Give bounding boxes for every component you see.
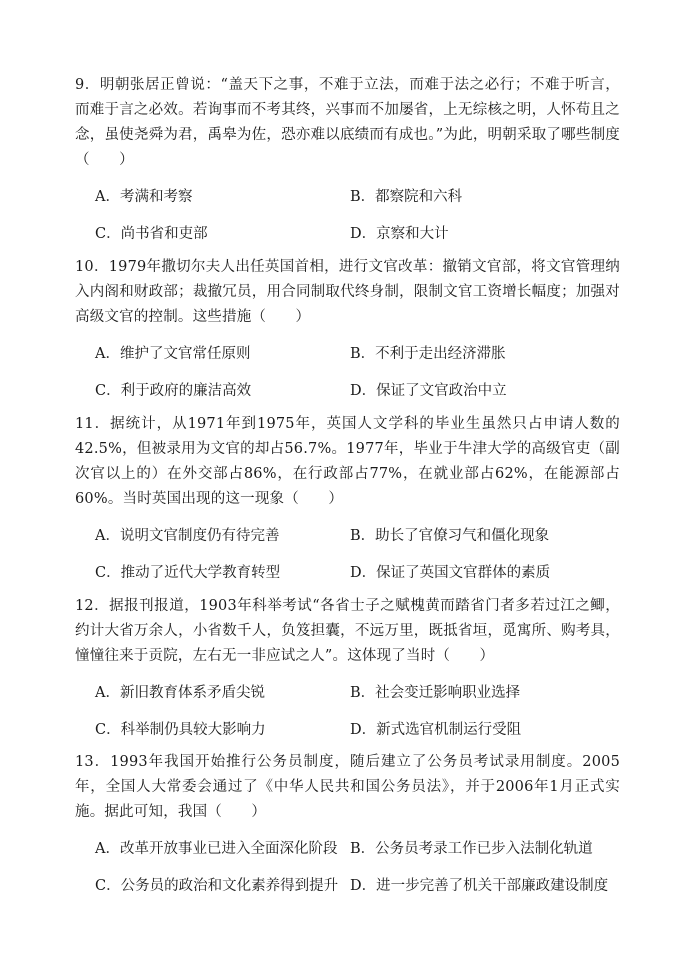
question-stem: 11．据统计，从1971年到1975年，英国人文学科的毕业生虽然只占申请人数的42.5%，但被录用为文官的却占56.7%。1977年，毕业于牛津大学的高级官吏（副次官以上的）在外交部占86%，在行政部占77%，在就业部占62%，在能源部占60%。当时英国出现的这一现象（ ）	[75, 416, 620, 507]
option-a[interactable]: A．新旧教育体系矛盾尖锐	[95, 685, 265, 701]
option-d[interactable]: D．新式选官机制运行受阻	[350, 722, 522, 738]
question-12	[75, 594, 620, 761]
question-13	[75, 750, 620, 917]
question-stem: 13．1993年我国开始推行公务员制度，随后建立了公务员考试录用制度。2005年，全国人大常委会通过了《中华人民共和国公务员法》，并于2006年1月正式实施。据此可知，我国（ ）	[75, 754, 620, 820]
option-b[interactable]: B．公务员考录工作已步入法制化轨道	[350, 841, 593, 857]
question-stem: 12．据报刊报道，1903年科举考试“各省士子之赋槐黄而踏省门者多若过江之鲫，约计大省万余人，小省数千人，负笈担囊，不远万里，既抵省垣，觅寓所、购考具，憧憧往来于贡院，左右无一非应试之人”。这体现了当时（ ）	[75, 598, 620, 664]
question-stem: 9．明朝张居正曾说：“盖天下之事，不难于立法，而难于法之必行；不难于听言，而难于言之必效。若询事而不考其终，兴事而不加屡省，上无综核之明，人怀苟且之念，虽使尧舜为君，禹皋为佐，恐亦难以底绩而有成也。”为此，明朝采取了哪些制度（ ）	[75, 77, 620, 168]
option-group	[75, 526, 620, 604]
option-c[interactable]: C．推动了近代大学教育转型	[95, 565, 281, 581]
option-c[interactable]: C．科举制仍具较大影响力	[95, 722, 266, 738]
question-11	[75, 412, 620, 604]
option-d[interactable]: D．保证了英国文官群体的素质	[350, 565, 551, 581]
option-b[interactable]: B．不利于走出经济滞胀	[350, 346, 506, 362]
option-group	[75, 344, 620, 422]
option-group	[75, 187, 620, 265]
option-c[interactable]: C．尚书省和吏部	[95, 226, 208, 242]
option-a[interactable]: A．维护了文官常任原则	[95, 346, 251, 362]
question-stem: 10．1979年撒切尔夫人出任英国首相，进行文官改革：撤销文官部，将文官管理纳入内阁和财政部；裁撤冗员，用合同制取代终身制，限制文官工资增长幅度；加强对高级文官的控制。这些措施（ ）	[75, 259, 620, 325]
option-a[interactable]: A．说明文官制度仍有待完善	[95, 528, 280, 544]
option-group	[75, 839, 620, 917]
option-b[interactable]: B．社会变迁影响职业选择	[350, 685, 521, 701]
option-d[interactable]: D．保证了文官政治中立	[350, 383, 507, 399]
option-a[interactable]: A．考满和考察	[95, 189, 193, 205]
option-c[interactable]: C．公务员的政治和文化素养得到提升	[95, 878, 339, 894]
option-c[interactable]: C．利于政府的廉洁高效	[95, 383, 252, 399]
option-a[interactable]: A．改革开放事业已进入全面深化阶段	[95, 841, 338, 857]
question-9	[75, 73, 620, 265]
question-10	[75, 255, 620, 422]
option-b[interactable]: B．都察院和六科	[350, 189, 463, 205]
option-d[interactable]: D．京察和大计	[350, 226, 449, 242]
option-b[interactable]: B．助长了官僚习气和僵化现象	[350, 528, 550, 544]
option-d[interactable]: D．进一步完善了机关干部廉政建设制度	[350, 878, 609, 894]
